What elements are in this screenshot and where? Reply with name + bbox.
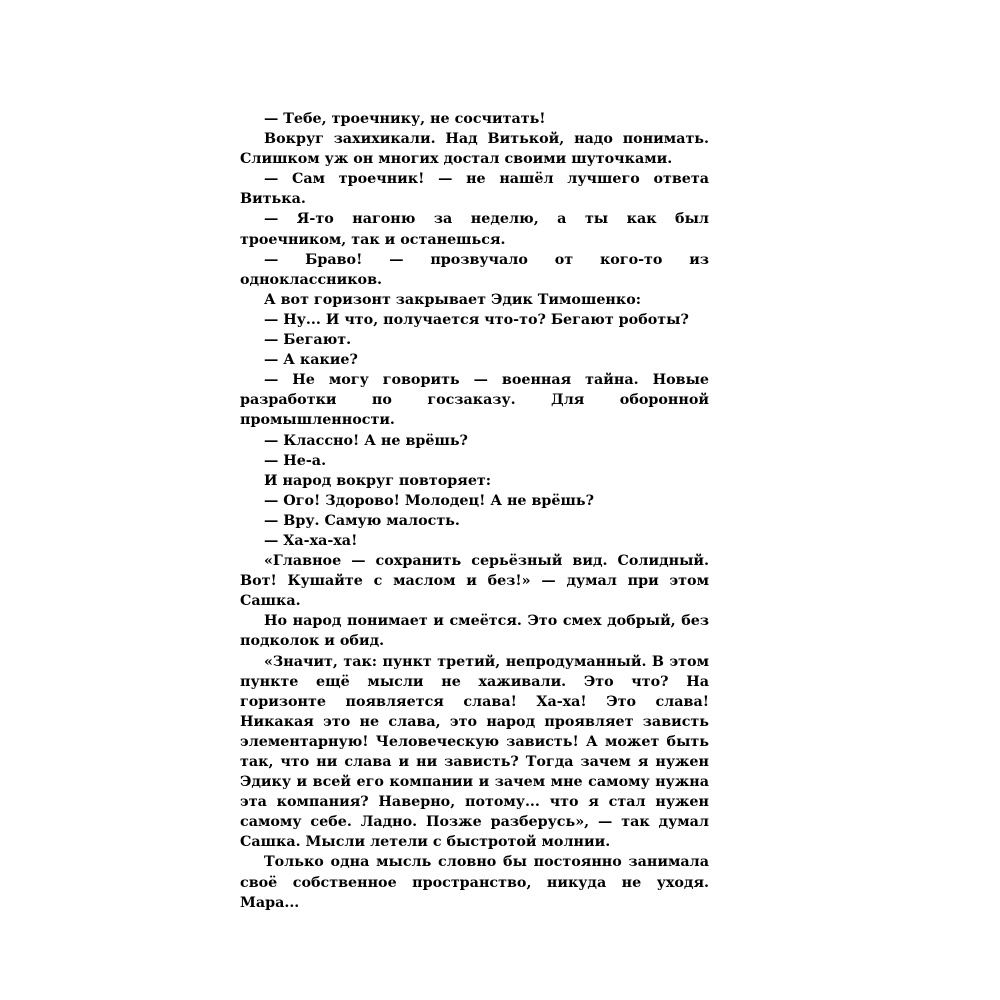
paragraph-7: — Ну... И что, получается что-то? Бегают роботы? [264,311,689,328]
paragraph-9: — А какие? [264,352,358,369]
paragraph-11: — Классно! А не врёшь? [264,432,468,449]
paragraph-16: — Ха-ха-ха! [264,532,358,549]
paragraph-18: Но народ понимает и смеётся. Это смех добрый, без подколок и обид. [240,613,709,650]
paragraph-13: И народ вокруг повторяет: [264,472,492,489]
paragraph-8: — Бегают. [264,332,352,349]
paragraph-12: — Не-а. [264,452,327,469]
paragraph-17: «Главное — сохранить серьёзный вид. Солидный. Вот! Кушайте с маслом и без!» — думал при этом Сашка. [240,553,709,610]
paragraph-3: — Сам троечник! — не нашёл лучшего ответа Витька. [240,171,709,208]
paragraph-14: — Ого! Здорово! Молодец! А не врёшь? [264,492,594,509]
paragraph-1: — Тебе, троечнику, не сосчитать! [264,111,546,127]
paragraph-15: — Вру. Самую малость. [264,512,460,529]
book-page-text [240,109,709,913]
paragraph-19: «Значит, так: пункт третий, непродуманный. В этом пункте ещё мысли не хаживали. Это что? На горизонте появляется слава! Ха-ха! Это слава! Никакая это не слава, это народ проявляет зависть элементарную! Человеческую зависть! А может быть так, что ни слава и ни зависть? Тогда зачем я нужен Эдику и всей его компании и зачем мне самому нужна эта компания? Наверно, потому... что я стал нужен самому себе. Ладно. Позже разберусь», — так думал Сашка. Мысли летели с быстротой молнии. [240,653,709,851]
paragraph-10: — Не могу говорить — военная тайна. Новые разработки по госзаказу. Для оборонной промышленности. [240,372,709,429]
paragraph-20: Только одна мысль словно бы постоянно занимала своё собственное пространство, никуда не уходя. Мара... [240,854,709,911]
paragraph-6: А вот горизонт закрывает Эдик Тимошенко: [264,291,642,308]
paragraph-2: Вокруг захихикали. Над Витькой, надо понимать. Слишком уж он многих достал своими шуточками. [240,131,709,168]
paragraph-4: — Я-то нагоню за неделю, а ты как был троечником, так и останешься. [240,211,709,248]
paragraph-5: — Браво! — прозвучало от кого-то из одноклассников. [240,251,709,288]
